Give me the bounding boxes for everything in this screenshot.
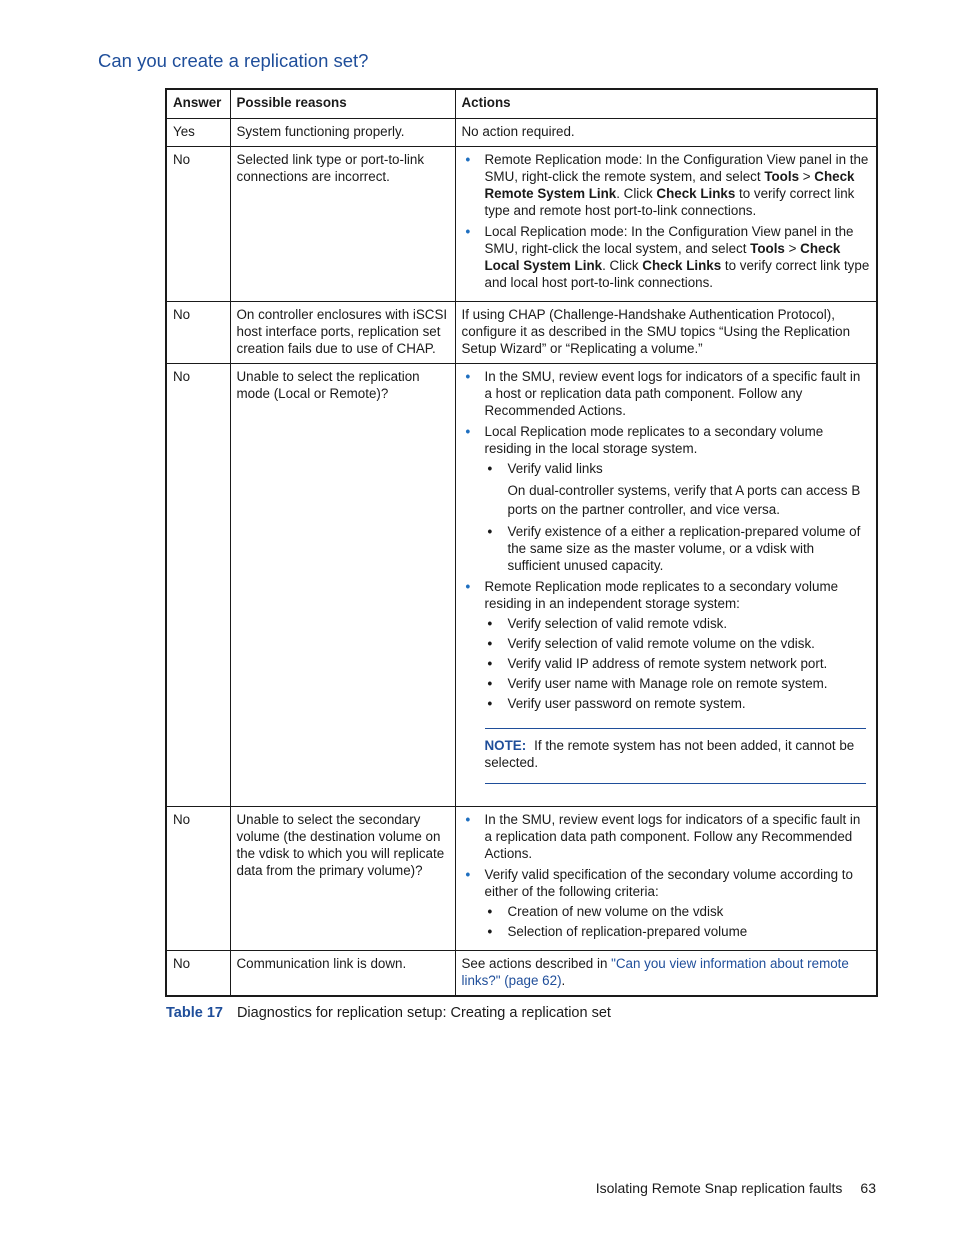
- sub-list-item: • Verify selection of valid remote vdisk.: [487, 616, 728, 631]
- reason-cell: Selected link type or port-to-link connections are incorrect.: [230, 147, 455, 302]
- bullet-icon: •: [487, 461, 493, 476]
- reason-cell: Communication link is down.: [230, 951, 455, 997]
- answer-cell: No: [166, 364, 230, 807]
- table-number: Table 17: [166, 1005, 223, 1021]
- table-row: [166, 807, 877, 951]
- bullet-icon: •: [487, 924, 493, 939]
- reason-cell: Unable to select the secondary volume (the destination volume on the vdisk to which you will replicate data from the primary volume)?: [230, 807, 455, 951]
- action-cell: [455, 807, 877, 951]
- reason-cell: System functioning properly.: [230, 119, 455, 147]
- reason-cell: On controller enclosures with iSCSI host interface ports, replication set creation fails due to use of CHAP.: [230, 302, 455, 364]
- cross-reference-link[interactable]: "Can you view information about remote links?" (page 62): [461, 956, 849, 988]
- answer-cell: No: [166, 302, 230, 364]
- diagnostics-table: [165, 88, 878, 997]
- header-possible-reasons: Possible reasons: [230, 89, 455, 119]
- list-item: • Verify valid specification of the secondary volume according to either of the following criteria: • Creation of new volume on the vdisk • Selection of replication-prepared volume: [462, 866, 871, 940]
- table-caption: [166, 1005, 611, 1021]
- sub-list-item: • Verify user name with Manage role on remote system.: [487, 676, 828, 691]
- bullet-icon: •: [465, 812, 471, 827]
- action-list: [462, 368, 871, 712]
- action-list: [462, 811, 871, 940]
- bullet-icon: •: [487, 656, 493, 671]
- answer-cell: No: [166, 807, 230, 951]
- sub-paragraph: On dual-controller systems, verify that A ports can access B ports on the partner controller, and vice versa.: [507, 483, 861, 517]
- bullet-icon: •: [465, 152, 471, 167]
- bullet-icon: •: [465, 579, 471, 594]
- table-row: [166, 302, 877, 364]
- reason-cell: Unable to select the replication mode (Local or Remote)?: [230, 364, 455, 807]
- note-box: [485, 728, 867, 784]
- bullet-icon: •: [465, 369, 471, 384]
- answer-cell: No: [166, 951, 230, 997]
- table-row: [166, 147, 877, 302]
- sub-list-item: • Creation of new volume on the vdisk: [487, 904, 724, 919]
- bullet-icon: •: [465, 224, 471, 239]
- bullet-icon: •: [465, 867, 471, 882]
- sub-list: [485, 903, 871, 940]
- bullet-icon: •: [487, 676, 493, 691]
- table-row: [166, 951, 877, 997]
- table-row: [166, 119, 877, 147]
- caption-text: Diagnostics for replication setup: Creating a replication set: [236, 1005, 611, 1021]
- note-text: If the remote system has not been added, it cannot be selected.: [484, 738, 855, 770]
- action-cell: No action required.: [455, 119, 877, 147]
- action-list: [462, 151, 871, 291]
- list-item: • Local Replication mode replicates to a secondary volume residing in the local storage system. • Verify valid links On dual-controller systems, verify that A ports can access B ports on the partner controller, and vice versa. • Verify existence of a either a replication-prepared volume of the same size as the master volume, or a vdisk with sufficient unused capacity.: [462, 423, 871, 574]
- answer-cell: Yes: [166, 119, 230, 147]
- sub-list: [485, 460, 871, 477]
- section-heading: Can you create a replication set?: [98, 50, 369, 71]
- list-item: • Remote Replication mode: In the Configuration View panel in the SMU, right-click the remote system, and select Tools > Check Remote System Link. Click Check Links to verify correct link type and remote host port-to-link connections.: [465, 152, 869, 218]
- sub-list: [485, 523, 871, 574]
- bullet-icon: •: [487, 524, 493, 539]
- header-actions: Actions: [455, 89, 877, 119]
- sub-list-item: • Verify selection of valid remote volume on the vdisk.: [487, 636, 815, 651]
- header-answer: Answer: [166, 89, 230, 119]
- note-label: NOTE:: [484, 738, 527, 753]
- footer-title: Isolating Remote Snap replication faults: [595, 1180, 843, 1196]
- bullet-icon: •: [487, 636, 493, 651]
- action-cell: [455, 147, 877, 302]
- page-number: 63: [860, 1180, 876, 1196]
- table-row: [166, 364, 877, 807]
- answer-cell: No: [166, 147, 230, 302]
- bullet-icon: •: [487, 616, 493, 631]
- sub-list-item: • Verify valid IP address of remote system network port.: [487, 656, 828, 671]
- list-item: • Local Replication mode: In the Configuration View panel in the SMU, right-click the local system, and select Tools > Check Local System Link. Click Check Links to verify correct link type and local host port-to-link connections.: [465, 224, 870, 290]
- action-cell: See actions described in "Can you view information about remote links?" (page 62).: [455, 951, 877, 997]
- list-item: • In the SMU, review event logs for indicators of a specific fault in a replication data path component. Follow any Recommended Actions.: [465, 812, 861, 861]
- list-item: • In the SMU, review event logs for indicators of a specific fault in a host or replication data path component. Follow any Recommended Actions.: [465, 369, 861, 418]
- sub-list-item: • Selection of replication-prepared volume: [487, 924, 748, 939]
- sub-list-item: • Verify existence of a either a replication-prepared volume of the same size as the master volume, or a vdisk with sufficient unused capacity.: [487, 524, 861, 573]
- table-header-row: [166, 89, 877, 119]
- action-cell: If using CHAP (Challenge-Handshake Authentication Protocol), configure it as described in the SMU topics “Using the Replication Setup Wizard” or “Replicating a volume.”: [455, 302, 877, 364]
- bullet-icon: •: [487, 696, 493, 711]
- action-cell: [455, 364, 877, 807]
- sub-list: [485, 615, 871, 712]
- sub-list-item: • Verify user password on remote system.: [487, 696, 746, 711]
- page-footer: [596, 1180, 876, 1196]
- bullet-icon: •: [487, 904, 493, 919]
- bullet-icon: •: [465, 424, 471, 439]
- list-item: • Remote Replication mode replicates to a secondary volume residing in an independent storage system: • Verify selection of valid remote vdisk. • Verify selection of valid remote volume on the vdisk. • Verify valid IP address of remote system network port. • Verify user name with Manage role on remote system. • Verify user password on remote system.: [462, 578, 871, 712]
- sub-list-item: • Verify valid links: [487, 461, 603, 476]
